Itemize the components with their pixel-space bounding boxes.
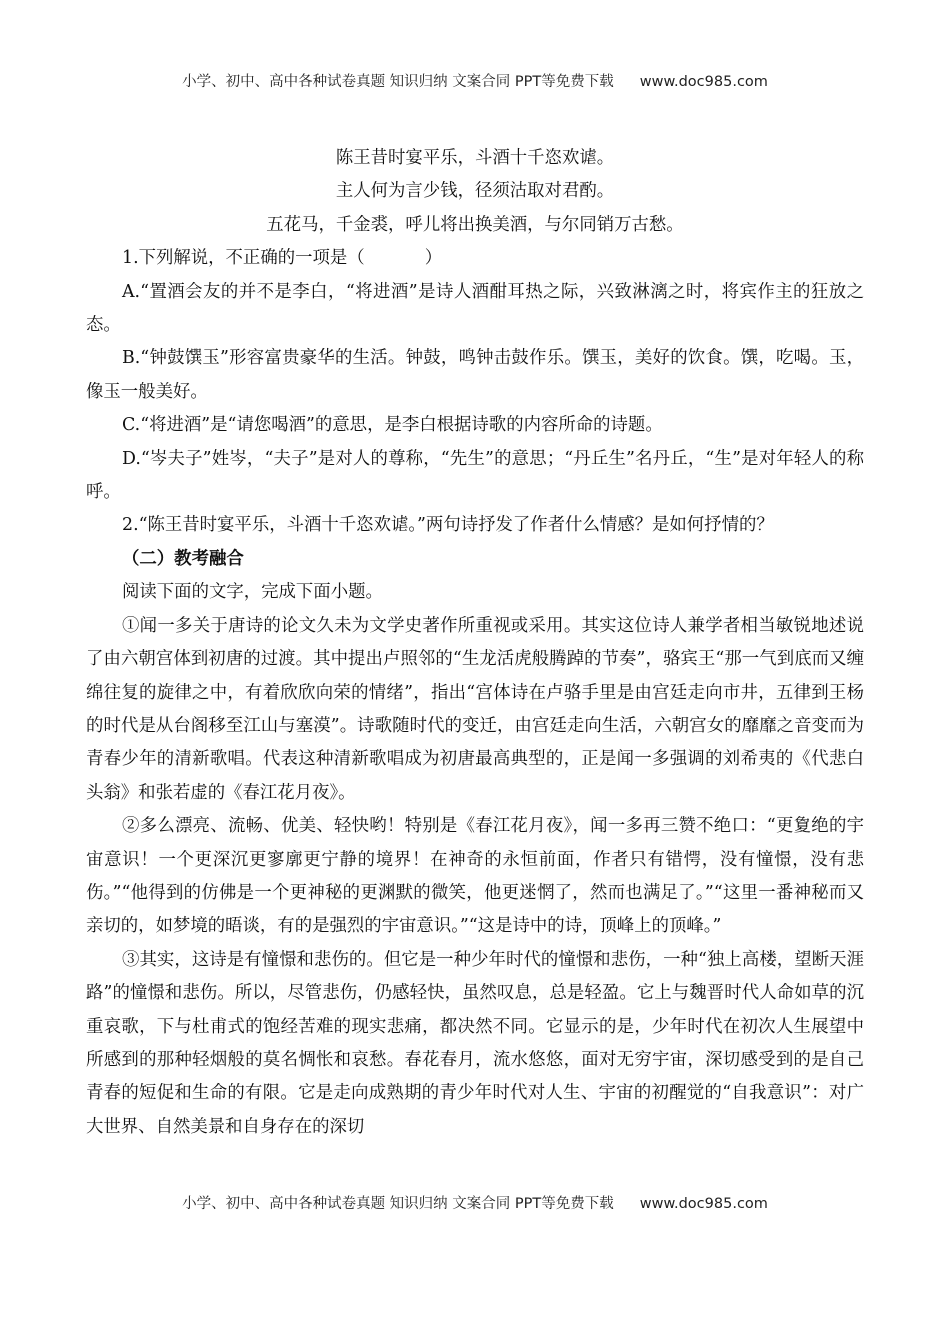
header-banner-site[interactable]: www.doc985.com bbox=[639, 74, 768, 90]
question-2: 2.“陈王昔时宴平乐，斗酒十千恣欢谑。”两句诗抒发了作者什么情感？是如何抒情的？ bbox=[122, 515, 774, 536]
question-1-stem bbox=[86, 242, 864, 275]
header-banner-text: 小学、初中、高中各种试卷真题 知识归纳 文案合同 PPT等免费下载 bbox=[182, 74, 614, 90]
poem-line: 陈王昔时宴平乐，斗酒十千恣欢谑。 bbox=[335, 148, 615, 168]
question-1-stem-text: 1.下列解说，不正确的一项是（ bbox=[122, 248, 365, 269]
poem-line: 主人何为言少钱，径须沽取对君酌。 bbox=[335, 181, 615, 202]
footer-banner-text: 小学、初中、高中各种试卷真题 知识归纳 文案合同 PPT等免费下载 bbox=[182, 1196, 614, 1212]
passage-paragraph-1: ①闻一多关于唐诗的论文久未为文学史著作所重视或采用。其实这位诗人兼学者相当敏锐地述说了由六朝宫体到初唐的过渡。其中提出卢照邻的“生龙活虎般腾踔的节奏”，骆宾王“那一气到底而又缠绵往复的旋律之中，有着欣欣向荣的情绪”，指出“宫体诗在卢骆手里是由宫廷走向市井，五律到王杨的时代是从台阁移至江山与塞漠”。诗歌随时代的变迁，由宫廷走向生活，六朝宫女的靡靡之音变而为青春少年的清新歌唱。代表这种清新歌唱成为初唐最高典型的，正是闻一多强调的刘希夷的《代悲白头翁》和张若虚的《春江花月夜》。 bbox=[86, 615, 864, 803]
header-banner bbox=[0, 70, 950, 91]
question-1-option-d: D.“岑夫子”姓岑，“夫子”是对人的尊称，“先生”的意思；“丹丘生”名丹丘，“生”是对年轻人的称呼。 bbox=[86, 448, 864, 503]
question-1-stem-close: ） bbox=[424, 248, 443, 269]
footer-banner-site[interactable]: www.doc985.com bbox=[639, 1196, 768, 1212]
poem-line: 五花马，千金裘，呼儿将出换美酒，与尔同销万古愁。 bbox=[266, 214, 684, 235]
question-1-option-c: C.“将进酒”是“请您喝酒”的意思，是李白根据诗歌的内容所命的诗题。 bbox=[122, 415, 663, 436]
section-title: （二）教考融合 bbox=[122, 548, 244, 569]
footer-banner bbox=[0, 1192, 950, 1213]
passage-paragraph-3: ③其实，这诗是有憧憬和悲伤的。但它是一种少年时代的憧憬和悲伤，一种“独上高楼，望断天涯路”的憧憬和悲伤。所以，尽管悲伤，仍感轻快，虽然叹息，总是轻盈。它上与魏晋时代人命如草的沉重哀歌，下与杜甫式的饱经苦难的现实悲痛，都决然不同。它显示的是，少年时代在初次人生展望中所感到的那种轻烟般的莫名惆怅和哀愁。春花春月，流水悠悠，面对无穷宇宙，深切感受到的是自己青春的短促和生命的有限。它是走向成熟期的青少年时代对人生、宇宙的初醒觉的“自我意识”：对广大世界、自然美景和自身存在的深切 bbox=[86, 949, 864, 1137]
question-1-option-a: A.“置酒会友的并不是李白，“将进酒”是诗人酒酣耳热之际，兴致淋漓之时，将宾作主的狂放之态。 bbox=[86, 281, 864, 336]
passage-paragraph-2: ②多么漂亮、流畅、优美、轻快哟！特别是《春江花月夜》，闻一多再三赞不绝口：“更夐绝的宇宙意识！一个更深沉更寥廓更宁静的境界！在神奇的永恒前面，作者只有错愕，没有憧憬，没有悲伤。”“他得到的仿佛是一个更神秘的更渊默的微笑，他更迷惘了，然而也满足了。”“这里一番神秘而又亲切的，如梦境的晤谈，有的是强烈的宇宙意识。”“这是诗中的诗，顶峰上的顶峰。” bbox=[86, 816, 864, 937]
question-1-option-b: B.“钟鼓馔玉”形容富贵豪华的生活。钟鼓，鸣钟击鼓作乐。馔玉，美好的饮食。馔，吃喝。玉，像玉一般美好。 bbox=[86, 348, 864, 402]
reading-instruction: 阅读下面的文字，完成下面小题。 bbox=[122, 582, 383, 603]
document-body bbox=[86, 142, 864, 1144]
